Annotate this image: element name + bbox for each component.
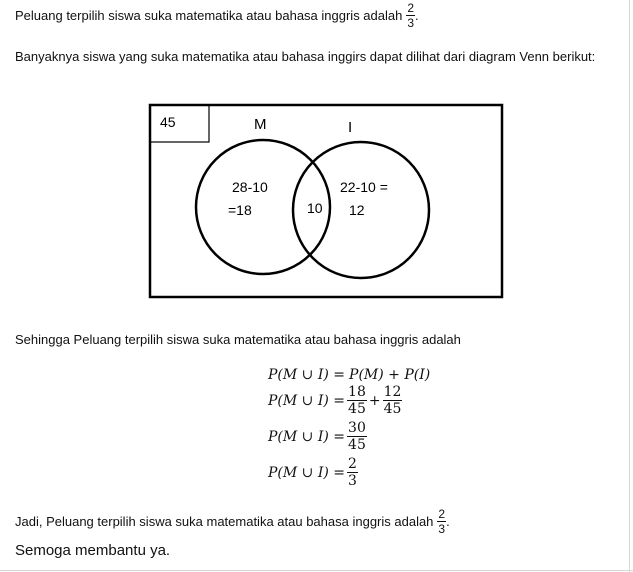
equation-3-lhs: P(M ∪ I) = <box>268 428 346 445</box>
i-only-line1: 22-10 = <box>340 179 388 195</box>
i-only-line2: 12 <box>349 202 365 218</box>
equation-line-4 <box>268 457 360 488</box>
intro-text: Peluang terpilih siswa suka matematika atau bahasa inggris adalah <box>15 8 403 23</box>
equation-4-numerator: 2 <box>348 456 357 472</box>
intro-line <box>15 2 419 29</box>
m-only-line2: =18 <box>228 202 252 218</box>
equation-2-fraction-1 <box>347 385 367 416</box>
intro-period: . <box>415 8 419 23</box>
equation-2-fraction-2 <box>383 385 403 416</box>
venn-diagram <box>140 98 510 304</box>
equation-2-fraction-1-denominator: 45 <box>348 401 366 417</box>
equation-3-fraction <box>347 421 367 452</box>
final-period: . <box>446 514 450 529</box>
equation-4-lhs: P(M ∪ I) = <box>268 464 346 481</box>
equation-2-lhs: P(M ∪ I) = <box>268 392 346 409</box>
intro-fraction <box>406 2 415 29</box>
equation-3-numerator: 30 <box>348 420 366 436</box>
final-text: Jadi, Peluang terpilih siswa suka matematika atau bahasa inggris adalah <box>15 514 434 529</box>
set-m-label: M <box>254 116 267 133</box>
equation-2-fraction-2-denominator: 45 <box>383 401 402 417</box>
page-edge-bottom <box>0 570 633 571</box>
equation-line-3 <box>268 421 369 452</box>
closing-text: Semoga membantu ya. <box>15 542 171 559</box>
equation-line-2 <box>268 385 404 416</box>
final-line <box>15 508 450 535</box>
outside-count-box <box>150 105 209 142</box>
venn-intro-text: Banyaknya siswa yang suka matematika atau bahasa inggirs dapat dilihat dari diagram Venn berikut: <box>15 49 596 64</box>
equation-3-denominator: 45 <box>348 437 366 453</box>
equation-4-denominator: 3 <box>348 473 357 489</box>
final-fraction-denominator: 3 <box>438 522 446 536</box>
equation-1-lhs: P(M ∪ I) = <box>268 367 346 383</box>
intro-fraction-numerator: 2 <box>407 1 415 15</box>
equation-2-fraction-2-numerator: 12 <box>383 384 402 400</box>
outside-count: 45 <box>160 114 176 130</box>
equation-2-plus: + <box>368 392 381 409</box>
intersection-value: 10 <box>307 200 323 216</box>
equation-1-rhs: P(M) + P(I) <box>349 367 431 383</box>
page-edge-right <box>629 0 630 572</box>
equation-line-1 <box>268 367 430 383</box>
m-only-line1: 28-10 <box>232 179 268 195</box>
intro-fraction-denominator: 3 <box>407 16 415 30</box>
final-fraction <box>437 508 446 535</box>
equation-4-fraction <box>347 457 358 488</box>
set-i-label: I <box>348 119 353 136</box>
conclusion-intro-text: Sehingga Peluang terpilih siswa suka matematika atau bahasa inggris adalah <box>15 332 461 347</box>
equation-2-fraction-1-numerator: 18 <box>348 384 366 400</box>
final-fraction-numerator: 2 <box>438 507 446 521</box>
